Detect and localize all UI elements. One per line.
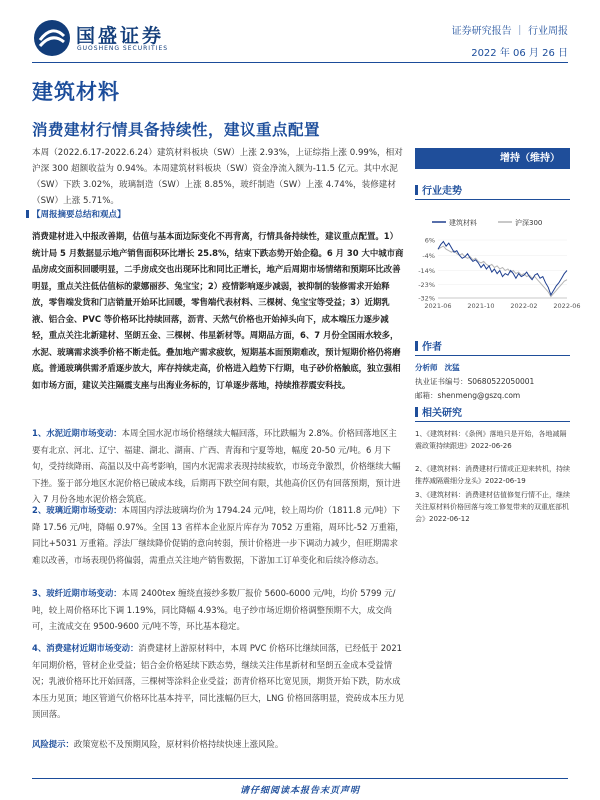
summary-paragraph: 消费建材进入中报改善期，估值与基本面边际变化不再背离，行情具备持续性，建议重点配置。1）统计局 5 月数据显示地产销售面积环比增长 25.8%，结束下跌态势开始企稳。6 月 30 大中城市商品房成交面积回暖明显，二手房成交也出现环比和同比正增长，地产后周期市场情绪和预期环比改善明显，重点关注低估值标的蒙娜丽莎、兔宝宝；2）疫情影响逐步减弱，被抑制的装修需求开始释放，零售端发货和门店销量开始环比回暖，零售端代表材料、三棵树、兔宝宝等受益；3）近期乳液、铝合金、PVC 等价格环比持续回落，沥青、天然气价格也开始掉头向下，成本端压力逐步减轻，重点关注北新建材、坚朗五金、三棵树、伟星新材等。周期品方面，6、7 月份全国雨水较多，水泥、玻璃需求淡季价格不断走低。叠加地产需求疲软，短期基本面预期难改，预计短期价格仍将磨底。普通玻璃供需矛盾逐步放大，库存持续走高，价格进入趋势下行期，电子砂价格触底，独立强相如市场方面，建议关注隔震支座与出海业务标的，订单逐步落地，持续推荐震安科技。: [32, 231, 404, 390]
section-body: 本周国内浮法玻璃均价为 1794.24 元/吨，较上周均价（1811.8 元/吨）下降 17.56 元/吨，降幅 0.97%。全国 13 省样本企业原片库存为 7052 万重箱，周环比-52 万重箱，同比+5031 万重箱。浮法厂继续降价促销的意向转弱，预计价格进一步下调动力减少，但旺期需求难以改善，市场表现仍将偏弱，需重点关注地产销售数据，下游加工订单变化和后续冷修动态。: [32, 505, 404, 565]
chart-legend: [432, 218, 542, 227]
section-heading: 4、消费建材近期市场变动：: [32, 643, 139, 653]
brand-name: 国盛证券: [76, 25, 165, 47]
chart-x-axis: [424, 298, 580, 310]
summary-title: 【周报摘要总结和观点】: [32, 210, 126, 220]
report-type: 证券研究报告 ｜ 行业周报: [451, 26, 568, 37]
chart-y-axis: [418, 237, 567, 303]
author-analyst: [415, 362, 460, 373]
section-heading: 2、玻璃近期市场变动：: [32, 505, 122, 515]
brand-logo-icon: [32, 18, 72, 58]
license-value: S0680522050001: [467, 377, 535, 386]
rating-text: 增持（维持）: [500, 153, 560, 164]
section-glass: [32, 502, 404, 568]
footer-disclaimer: 请仔细阅读本报告末页声明: [239, 786, 360, 796]
section-body: 消费建材上游原材料中，本周 PVC 价格环比继续回落，已经低于 2021 年同期价格，管材企业受益；铝合金价格延续下跌态势，继续关注伟星新材和坚朗五金成本受益情况；乳液价格环比开始回落，三棵树等涂料企业受益；沥青价格环比宽见顶，期货开始下跌，防水成本压力见顶；地区管道气价格环比基本持平，同比涨幅仍巨大，LNG 价格回落明显，瓷砖成本压力见顶回落。: [32, 643, 404, 719]
y-tick-label: -32%: [418, 294, 435, 303]
heading-marker: [415, 341, 418, 351]
section-body: 本周全国水泥市场价格继续大幅回落，环比跌幅为 2.8%。价格回落地区主要有北京、河北、辽宁、福建、湖北、湖南、广西、青海和宁夏等地，幅度 20-50 元/吨。6 月下旬，受持续降雨、高温以及中高考影响，国内水泥需求表现持续疲软，市场竞争激烈，价格继续大幅下挫。鉴于部分地区水泥价格已破成本线，后期再下跌空间有限，其他高价区仍有回落预期，预计进入 7 月份各地水泥价格会筑底。: [32, 428, 401, 504]
summary-marker: [26, 210, 29, 218]
footer: [0, 778, 600, 800]
section-cement: [32, 425, 404, 508]
trend-heading: [415, 182, 570, 200]
risk-body: 政策宽松不及预期风险，原材料价格持续快速上涨风险。: [73, 739, 284, 749]
section-heading: 1、水泥近期市场变动：: [32, 428, 122, 438]
x-tick-label: 2022-02: [510, 302, 538, 310]
related-item[interactable]: 3、《建筑材料：消费建材估值修复行情不止，继续关注原材料价格回落与竣工修复带来的双重底部机会》2022-06-12: [415, 491, 570, 523]
intro-paragraph: 本周（2022.6.17-2022.6.24）建筑材料板块（SW）上涨 2.93%，上证综指上涨 0.99%，相对沪深 300 超额收益为 0.94%。本周建筑材料板块（SW）资金净流入额为-11.5 亿元。其中水泥（SW）下跌 3.02%，玻璃制造（SW）上涨 8.85%，玻纤制造（SW）上涨 4.74%，装修建材（SW）上涨 5.71%。: [32, 148, 403, 206]
y-tick-label: 6%: [424, 236, 435, 245]
report-headline: 消费建材行情具备持续性，建议重点配置: [32, 121, 321, 139]
y-tick-label: -14%: [418, 267, 435, 276]
x-tick-label: 2021-10: [467, 302, 495, 310]
email-label: 邮箱：: [415, 391, 438, 400]
related-heading: [415, 404, 570, 422]
y-tick-label: -23%: [418, 280, 435, 289]
author-email: [415, 390, 520, 401]
series-line: [438, 246, 567, 296]
section-consumer-materials: [32, 640, 404, 723]
heading-marker: [415, 407, 418, 417]
related-item[interactable]: 2、《建筑材料：消费建材行情或正迎来转机，持续推荐减隔震细分龙头》2022-06-19: [415, 465, 570, 485]
y-tick-label: -4%: [422, 251, 435, 260]
authors-heading: [415, 338, 570, 356]
author-name: 沈猛: [444, 363, 460, 372]
heading-marker: [415, 185, 418, 195]
x-tick-label: 2022-06: [553, 302, 581, 310]
section-heading: 3、玻纤近期市场变动：: [32, 588, 122, 598]
brand-name-en: GUOSHENG SECURITIES: [77, 45, 169, 52]
risk-heading: 风险提示：: [32, 739, 74, 749]
authors-heading-text: 作者: [422, 342, 442, 353]
industry-title: 建筑材料: [32, 80, 120, 104]
x-tick-label: 2021-06: [424, 302, 452, 310]
legend-label: 沪深300: [515, 219, 543, 227]
author-license: [415, 376, 534, 387]
related-heading-text: 相关研究: [422, 408, 462, 419]
header-divider: [32, 62, 568, 63]
industry-trend-chart: [412, 210, 581, 322]
section-body: 本周 2400tex 缠绕直接纱多数厂报价 5600-6000 元/吨，均价 5799 元/吨，较上周价格环比下调 1.19%，同比降幅 4.93%。电子纱市场近期价格调整预期不大，成交尚可，主流成交在 9500-9600 元/吨不等，环比基本稳定。: [32, 588, 396, 631]
risk-warning: [32, 738, 404, 750]
chart-lines: [438, 242, 567, 297]
author-label: 分析师: [415, 363, 438, 372]
legend-label: 建筑材料: [449, 219, 477, 227]
footer-divider: [32, 778, 568, 779]
license-label: 执业证书编号：: [415, 377, 468, 386]
section-fiberglass: [32, 585, 404, 635]
related-item[interactable]: 1、《建筑材料：《条例》落地只是开始，各地减隔震政策持续跟进》2022-06-26: [415, 430, 567, 450]
rating-badge: [415, 148, 570, 169]
email-value[interactable]: shenmeng@gszq.com: [437, 391, 521, 400]
report-date: 2022 年 06 月 26 日: [471, 48, 568, 59]
trend-heading-text: 行业走势: [422, 186, 462, 197]
brand-logo: [32, 18, 172, 58]
